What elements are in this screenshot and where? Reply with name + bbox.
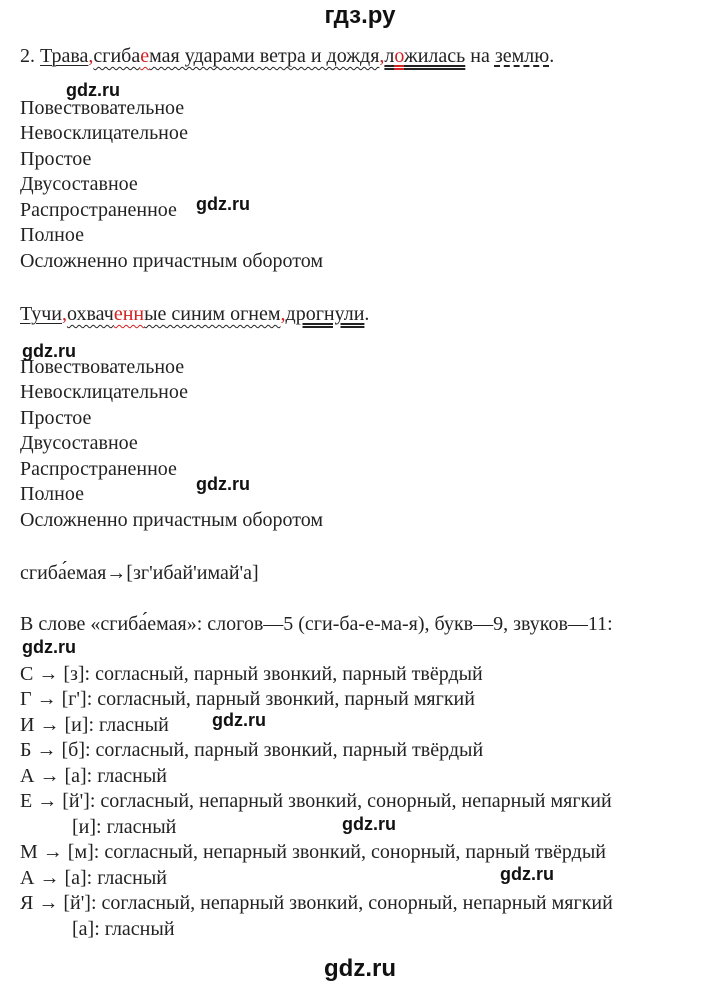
watermark: gdz.ru <box>212 710 266 730</box>
phonetic-line: А → [а]: гласный <box>20 867 167 889</box>
sentence-2 <box>20 302 369 326</box>
phonetic-line: Я → [й']: согласный, непарный звонкий, сонорный, непарный мягкий <box>20 892 613 914</box>
watermark: gdz.ru <box>196 474 250 494</box>
phonetic-line: С → [з]: согласный, парный звонкий, парный твёрдый <box>20 663 483 685</box>
comma: , <box>280 303 286 325</box>
analysis-line: Простое <box>20 407 92 429</box>
phonetic-line: Е → [й']: согласный, непарный звонкий, сонорный, непарный мягкий <box>20 790 612 812</box>
phonetic-line: И → [и]: гласный <box>20 714 169 736</box>
phonetic-line: Г → [г']: согласный, парный звонкий, парный мягкий <box>20 688 475 710</box>
participle-prefix: охвач <box>66 303 114 325</box>
analysis-line: Осложненно причастным оборотом <box>20 509 324 531</box>
analysis-line: Распространенное <box>20 199 177 221</box>
analysis-line: Повествовательное <box>20 97 185 119</box>
analysis-line: Осложненно причастным оборотом <box>20 250 324 272</box>
analysis-line: Простое <box>20 148 92 170</box>
phonetic-line: [а]: гласный <box>72 918 175 940</box>
participle-phrase-rest: ые синим огнем <box>144 303 281 325</box>
period: . <box>364 303 370 325</box>
phonetic-line: А → [а]: гласный <box>20 765 167 787</box>
period: . <box>549 45 555 67</box>
analysis-line: Повествовательное <box>20 356 185 378</box>
comma: , <box>88 45 94 67</box>
watermark: gdz.ru <box>22 637 76 657</box>
participle-prefix: сгиба <box>93 45 141 67</box>
watermark: gdz.ru <box>342 814 396 834</box>
word-summary: В слове «сгиба́емая»: слогов—5 (сги-ба-е-ма-я), букв—9, звуков—11: <box>20 613 613 635</box>
site-watermark-bottom: gdz.ru <box>324 955 396 982</box>
phonetic-line: М → [м]: согласный, непарный звонкий, сонорный, парный твёрдый <box>20 841 606 863</box>
analysis-line: Распространенное <box>20 458 177 480</box>
analysis-line: Невосклицательное <box>20 122 189 144</box>
phonetic-line: Б → [б]: согласный, парный звонкий, парный твёрдый <box>20 739 484 761</box>
phonetic-line: [и]: гласный <box>72 816 177 838</box>
analysis-line: Двусоставное <box>20 432 138 454</box>
participle-suffix: енн <box>113 303 145 325</box>
analysis-line: Полное <box>20 483 84 505</box>
site-watermark-top: гдз.ру <box>324 2 396 29</box>
analysis-line: Двусоставное <box>20 173 138 195</box>
sentence-number: 2. <box>20 45 35 67</box>
watermark: gdz.ru <box>22 341 76 361</box>
predicate-letter: о <box>394 45 404 67</box>
watermark: gdz.ru <box>196 194 250 214</box>
subject-word: Тучи <box>20 303 62 325</box>
predicate-start: л <box>384 45 395 67</box>
object-word: землю <box>494 45 550 67</box>
comma: , <box>379 45 385 67</box>
participle-phrase-rest: мая ударами ветра и дождя <box>149 45 380 67</box>
predicate-rest: жилась <box>403 45 466 67</box>
watermark: gdz.ru <box>500 864 554 884</box>
analysis-line: Полное <box>20 224 84 246</box>
predicate: дрогнули <box>285 303 365 325</box>
preposition: на <box>465 45 495 67</box>
participle-suffix-letter: е <box>140 45 150 67</box>
comma: , <box>61 303 67 325</box>
subject-word: Трава <box>40 45 89 67</box>
analysis-line: Невосклицательное <box>20 381 189 403</box>
watermark: gdz.ru <box>66 80 120 100</box>
transcription: сгиба́емая→[зг'ибай'имай'а] <box>20 562 259 584</box>
sentence-1 <box>20 44 554 68</box>
